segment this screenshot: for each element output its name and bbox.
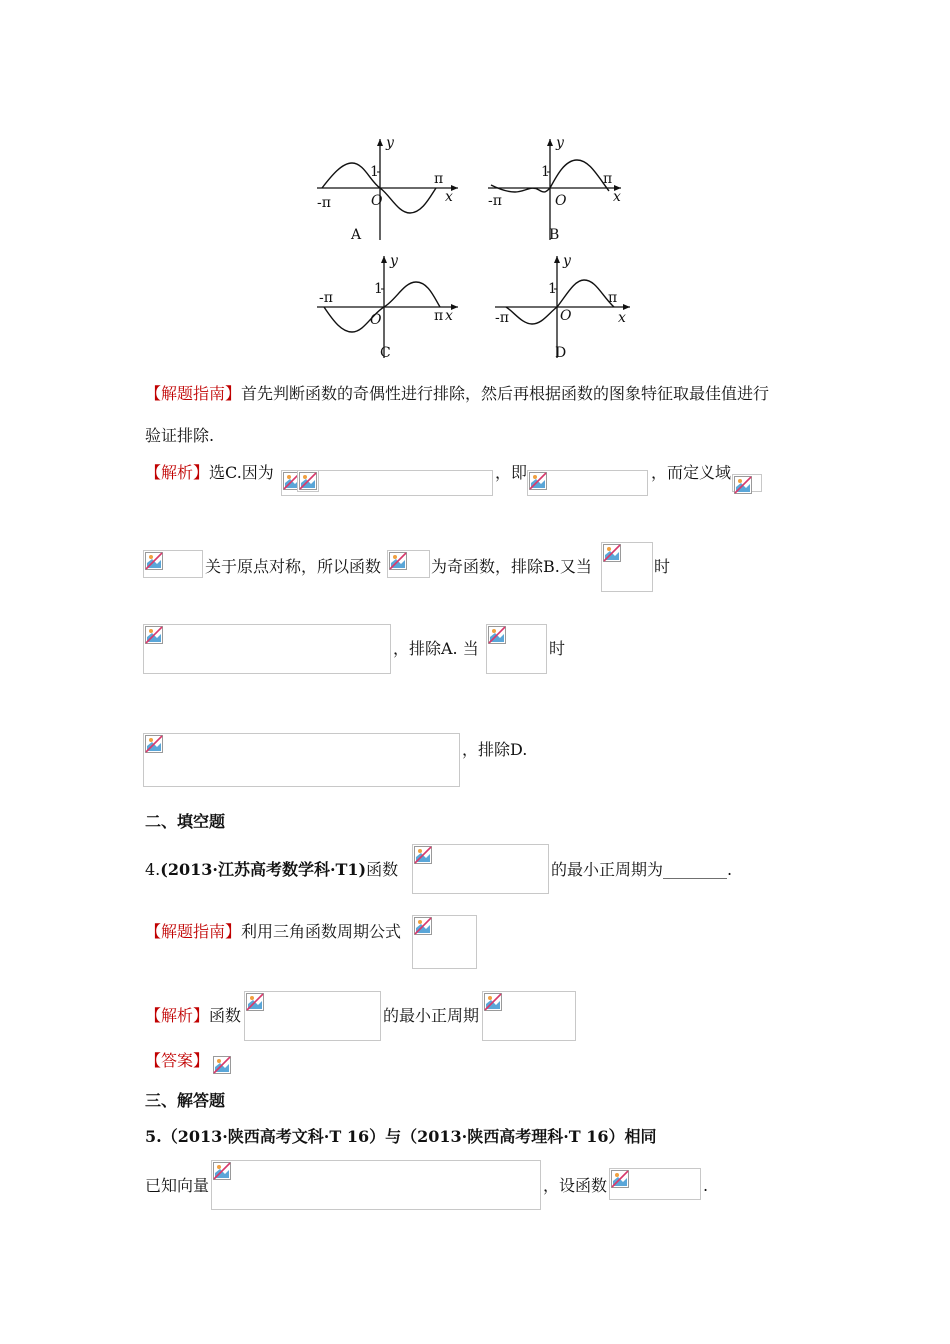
graph-c-x-label: x — [445, 308, 453, 324]
formula-placeholder — [143, 550, 203, 578]
graph-a-x-label: x — [445, 189, 453, 205]
guide2-tag: 【解题指南】 — [145, 922, 242, 941]
guide1-tag: 【解题指南】 — [145, 384, 242, 403]
analysis1-t1: 选C.因为 — [209, 463, 274, 482]
graph-b-neg-pi-label: -π — [488, 193, 502, 209]
formula-placeholder — [732, 474, 762, 492]
analysis2-t2: 的最小正周期 — [383, 1006, 480, 1025]
formula-placeholder — [412, 915, 477, 969]
formula-placeholder — [412, 844, 549, 894]
broken-image-icon — [734, 476, 752, 494]
broken-image-icon — [213, 1056, 231, 1074]
graph-b-x-label: x — [613, 189, 621, 205]
analysis1-t9: ，排除D. — [462, 740, 528, 759]
analysis1-tag: 【解析】 — [145, 463, 210, 482]
guide1-line1 — [145, 384, 769, 404]
graph-d — [490, 252, 640, 364]
graph-d-origin-label: O — [560, 308, 572, 324]
broken-image-icon — [213, 1162, 231, 1180]
graph-a-letter: A — [351, 227, 362, 243]
broken-image-icon — [611, 1170, 629, 1188]
analysis1-t8: 时 — [549, 639, 566, 658]
section-fill-blank-heading: 二、填空题 — [145, 812, 226, 831]
formula-placeholder — [387, 550, 430, 578]
analysis2-line — [145, 1006, 241, 1026]
graph-b-one-label: 1 — [541, 164, 550, 180]
formula-placeholder — [211, 1160, 541, 1210]
formula-placeholder — [143, 624, 391, 674]
broken-image-icon — [246, 993, 264, 1011]
analysis1-line1 — [145, 463, 274, 483]
graph-a-pi-label: π — [434, 171, 444, 187]
graph-c — [312, 252, 462, 364]
graph-b-origin-label: O — [555, 193, 567, 209]
analysis1-t5: 为奇函数，排除B.又当 — [431, 557, 592, 576]
graph-d-y-label: y — [563, 253, 571, 269]
graph-a-y-label: y — [386, 135, 394, 151]
graph-c-pi-label: π — [434, 308, 444, 324]
q4-line — [145, 860, 398, 880]
q5-title: 5.（2013·陕西高考文科·T 16）与（2013·陕西高考理科·T 16）相同 — [145, 1127, 657, 1146]
q4-t1: 函数 — [366, 860, 399, 879]
graph-c-letter: C — [380, 345, 391, 361]
graph-b — [483, 135, 633, 245]
analysis2-t1: 函数 — [209, 1006, 242, 1025]
broken-image-icon — [145, 552, 163, 570]
graph-c-origin-label: O — [370, 312, 382, 328]
graph-a-neg-pi-label: -π — [317, 195, 331, 211]
graph-c-neg-pi-label: -π — [319, 290, 333, 306]
formula-placeholder — [601, 542, 653, 592]
formula-placeholder — [609, 1168, 701, 1200]
q5-t1: 已知向量 — [145, 1176, 210, 1195]
broken-image-icon — [484, 993, 502, 1011]
guide2-line — [145, 922, 401, 942]
graph-d-one-label: 1 — [548, 281, 557, 297]
broken-image-icon — [414, 917, 432, 935]
formula-placeholder — [297, 470, 319, 492]
formula-placeholder — [486, 624, 547, 674]
graph-b-letter: B — [549, 227, 560, 243]
graph-b-y-label: y — [556, 135, 564, 151]
graph-b-pi-label: π — [603, 171, 613, 187]
broken-image-icon — [389, 552, 407, 570]
graph-d-letter: D — [555, 345, 567, 361]
broken-image-icon — [488, 626, 506, 644]
section-solution-heading: 三、解答题 — [145, 1091, 226, 1110]
formula-placeholder — [211, 1054, 231, 1074]
broken-image-icon — [145, 626, 163, 644]
formula-placeholder — [244, 991, 381, 1041]
formula-placeholder — [143, 733, 460, 787]
graph-c-one-label: 1 — [374, 281, 383, 297]
broken-image-icon — [414, 846, 432, 864]
guide2-text: 利用三角函数周期公式 — [241, 922, 402, 941]
q4-t2: 的最小正周期为________. — [551, 860, 733, 879]
q4-prefix: 4. — [145, 860, 161, 879]
analysis1-t6: 时 — [654, 557, 671, 576]
graph-a — [312, 135, 462, 245]
broken-image-icon — [529, 472, 547, 490]
q4-source: (2013·江苏高考数学科·T1) — [160, 860, 367, 879]
answer-tag: 【答案】 — [145, 1051, 210, 1070]
broken-image-icon — [299, 472, 317, 490]
guide1-text1: 首先判断函数的奇偶性进行排除，然后再根据函数的图象特征取最佳值进行 — [241, 384, 770, 403]
analysis1-t4: 关于原点对称，所以函数 — [205, 557, 382, 576]
q5-t3: . — [703, 1176, 709, 1195]
graph-c-y-label: y — [390, 253, 398, 269]
guide1-text2: 验证排除. — [145, 426, 215, 445]
broken-image-icon — [145, 735, 163, 753]
graph-d-x-label: x — [618, 310, 626, 326]
formula-placeholder — [527, 470, 648, 496]
graph-a-origin-label: O — [371, 193, 383, 209]
graph-a-one-label: 1 — [370, 164, 379, 180]
analysis1-t3: ，而定义域 — [651, 463, 732, 482]
broken-image-icon — [603, 544, 621, 562]
analysis2-tag: 【解析】 — [145, 1006, 210, 1025]
analysis1-t7: ，排除A. 当 — [393, 639, 479, 658]
formula-placeholder — [482, 991, 576, 1041]
graph-d-pi-label: π — [608, 290, 618, 306]
analysis1-t2: ，即 — [495, 463, 528, 482]
graph-d-neg-pi-label: -π — [495, 310, 509, 326]
q5-t2: ，设函数 — [543, 1176, 608, 1195]
